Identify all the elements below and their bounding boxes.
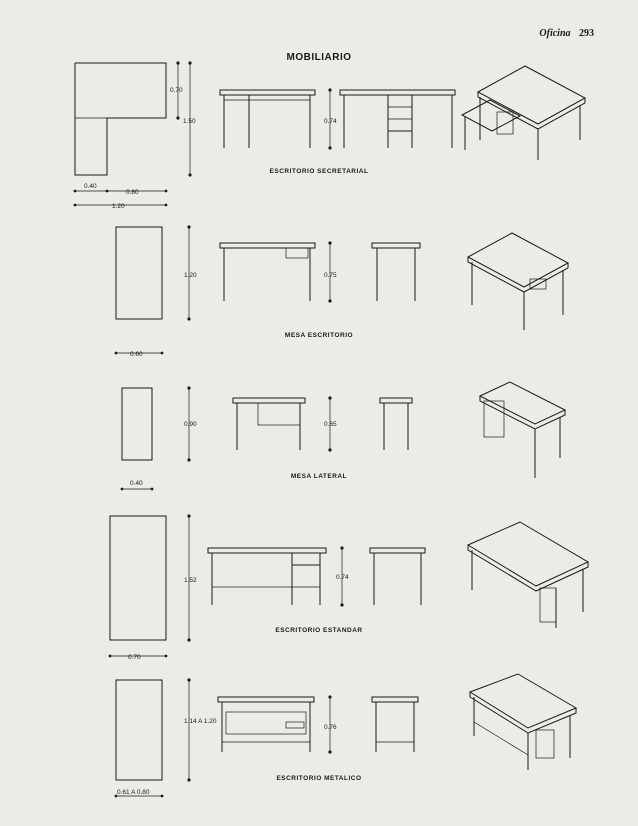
side-elevation [372,243,420,301]
isometric-view [468,233,568,330]
dim-height: 0.76 [324,724,337,731]
plan-view [110,516,166,640]
page-number: 293 [579,28,594,39]
dim-height: 0.65 [324,421,337,428]
dim-length: 0.90 [184,421,197,428]
dim-height: 0.74 [324,118,337,125]
side-elevation [340,90,455,148]
section-mesa-escritorio [0,215,638,365]
front-elevation [233,398,305,450]
dim-length: 1.50 [183,118,196,125]
side-elevation [370,548,425,605]
caption-escritorio-secretarial: ESCRITORIO SECRETARIAL [269,168,369,175]
caption-mesa-lateral: MESA LATERAL [290,473,348,480]
front-elevation [218,697,314,752]
dim-width-a: 0.40 [84,183,97,190]
caption-escritorio-estandar: ESCRITORIO ESTANDAR [275,627,363,634]
dim-length: 1.52 [184,577,197,584]
plan-view [122,388,152,460]
dim-height: 0.74 [336,574,349,581]
dim-width-total: 1.20 [112,203,125,210]
dim-width: 0.40 [130,480,143,487]
caption-escritorio-metalico: ESCRITORIO METALICO [276,775,362,782]
side-elevation [372,697,418,752]
isometric-view [462,66,585,160]
page-title: MOBILIARIO [286,52,352,63]
diagram-escritorio-metalico [0,670,638,820]
isometric-view [470,674,576,770]
isometric-view [480,382,565,478]
plan-view [116,680,162,780]
isometric-view [468,522,588,628]
section-escritorio-metalico [0,670,638,820]
section-escritorio-secretarial [0,0,638,230]
dim-depth: 0.70 [170,87,183,94]
side-elevation [380,398,412,450]
plan-view [116,227,162,319]
section-mesa-lateral [0,378,638,508]
dim-width-b: 0.80 [126,189,139,196]
diagram-escritorio-secretarial [0,0,638,230]
section-name: Oficina [539,28,571,39]
dim-width: 0.61 A 0.80 [117,789,150,796]
dim-width: 0.70 [128,654,141,661]
front-elevation [220,243,315,301]
diagram-mesa-escritorio [0,215,638,365]
diagram-escritorio-estandar [0,510,638,670]
dim-length: 1.14 A 1.20 [184,718,217,725]
caption-mesa-escritorio: MESA ESCRITORIO [284,332,354,339]
front-elevation [220,90,315,148]
dim-height: 0.75 [324,272,337,279]
dim-width: 0.60 [130,351,143,358]
section-escritorio-estandar [0,510,638,670]
dim-length: 1.20 [184,272,197,279]
diagram-mesa-lateral [0,378,638,508]
front-elevation [208,548,326,605]
